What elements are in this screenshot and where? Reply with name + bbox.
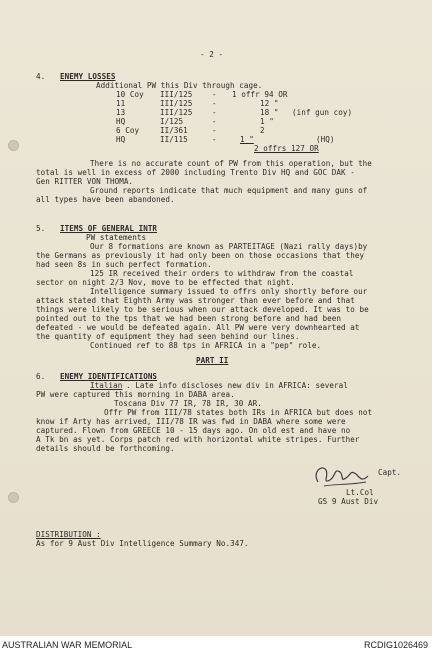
page-number: - 2 - — [200, 50, 224, 59]
loss-row-sep: - — [212, 99, 217, 108]
section-5-line: Continued ref to 88 tps in AFRICA in a "pep" role. — [90, 341, 322, 350]
section-5-line: pointed out to the tps that we had been strong before and had been — [36, 314, 342, 323]
section-6-line: Toscana Div 77 IR, 78 IR, 30 AR. — [114, 399, 262, 408]
section-5-subtitle: PW statements — [86, 233, 147, 242]
section-4-title: ENEMY LOSSES — [60, 72, 116, 81]
loss-row-sep: - — [212, 90, 217, 99]
section-4-para-line: total is well in excess of 2000 including Trento Div HQ and GOC DAK - — [36, 168, 355, 177]
section-6-line: PW were captured this morning in DABA area. — [36, 390, 235, 399]
loss-total: 2 offrs 127 OR — [254, 144, 319, 153]
loss-row-formation: III/125 — [160, 99, 193, 108]
section-5-number: 5. — [36, 224, 46, 233]
section-4-para-line: all types have been abandoned. — [36, 195, 175, 204]
footer-record-id: RCDIG1026469 — [363, 640, 428, 650]
loss-row-formation: III/125 — [160, 108, 193, 117]
section-5-line: 125 IR received their orders to withdraw from the coastal — [90, 269, 354, 278]
loss-row-unit: 13 — [116, 108, 126, 117]
loss-row-sep: - — [212, 117, 217, 126]
section-5-line: the Germans as previously it had only been on those occasions that they — [36, 251, 365, 260]
section-4-intro: Additional PW this Div through cage. — [96, 81, 263, 90]
loss-row-unit: HQ — [116, 135, 126, 144]
loss-row-unit: 11 — [116, 99, 126, 108]
distribution-label: DISTRIBUTION : — [36, 530, 101, 539]
section-4-para-line: Gen RITTER VON THOMA. — [36, 177, 134, 186]
section-6-line: . Late info discloses new div in AFRICA: several — [126, 381, 348, 390]
punch-hole — [8, 140, 19, 151]
signature-rank-suffix: Capt. — [378, 468, 402, 477]
loss-row-sep: - — [212, 126, 217, 135]
loss-row-count: 18 " — [260, 108, 279, 117]
section-4-para-line: There is no accurate count of PW from this operation, but the — [90, 159, 372, 168]
archive-footer — [0, 636, 432, 654]
section-5-line: attack stated that Eighth Army was stronger than ever before and that — [36, 296, 355, 305]
loss-row-unit: 6 Coy — [116, 126, 140, 135]
section-5-line: the quantity of equipment they had seen behind our lines. — [36, 332, 300, 341]
loss-row-sep: - — [212, 108, 217, 117]
section-6-line: captured. Flown from GREECE 10 - 15 days ago. On old est and have no — [36, 426, 351, 435]
loss-row-formation: II/115 — [160, 135, 188, 144]
loss-row-unit: 10 Coy — [116, 90, 144, 99]
signature-unit: GS 9 Aust Div — [318, 497, 379, 506]
part-ii-heading: PART II — [196, 356, 229, 365]
signature-rank: Lt.Col — [346, 488, 374, 497]
section-6-italian-label: Italian — [90, 381, 123, 390]
loss-row-sep: - — [212, 135, 217, 144]
loss-row-unit: HQ — [116, 117, 126, 126]
loss-row-note: (inf gun coy) — [292, 108, 353, 117]
footer-institution: AUSTRALIAN WAR MEMORIAL — [2, 640, 133, 650]
section-5-line: had seen 8s in such perfect formation. — [36, 260, 212, 269]
section-5-line: Intelligence summary issued to offrs only shortly before our — [90, 287, 368, 296]
section-6-line: A Tk bn as yet. Corps patch red with horizontal white stripes. Further — [36, 435, 360, 444]
section-6-line: details should be forthcoming. — [36, 444, 175, 453]
section-5-line: Our 8 formations are known as PARTEITAGE (Nazi rally days)by — [90, 242, 368, 251]
distribution-text: As for 9 Aust Div Intelligence Summary No.347. — [36, 539, 249, 548]
loss-row-formation: II/361 — [160, 126, 188, 135]
section-4-number: 4. — [36, 72, 46, 81]
section-6-title: ENEMY IDENTIFICATIONS — [60, 372, 158, 381]
loss-row-note: (HQ) — [316, 135, 335, 144]
section-5-line: things were likely to be serious when our attack developed. It was to be — [36, 305, 369, 314]
section-6-number: 6. — [36, 372, 46, 381]
loss-row-formation: III/125 — [160, 90, 193, 99]
loss-row-count: 1 offr 94 OR — [232, 90, 288, 99]
loss-row-count: 12 " — [260, 99, 279, 108]
loss-row-count: 1 " — [260, 117, 274, 126]
section-6-line: Offr PW from III/78 states both IRs in AFRICA but does not — [104, 408, 373, 417]
section-6-line: know if Arty has arrived, III/78 IR was fwd in DABA where some were — [36, 417, 346, 426]
loss-row-count: 2 — [260, 126, 265, 135]
section-5-title: ITEMS OF GENERAL INTR — [60, 224, 158, 233]
punch-hole — [8, 492, 19, 503]
section-5-line: sector on night 2/3 Nov, move to be effected that night. — [36, 278, 295, 287]
section-4-para-line: Ground reports indicate that much equipment and many guns of — [90, 186, 368, 195]
loss-row-count: 1 " — [240, 135, 254, 144]
section-5-line: defeated - we would be defeated again. All PW were very downhearted at — [36, 323, 360, 332]
loss-row-formation: I/125 — [160, 117, 184, 126]
